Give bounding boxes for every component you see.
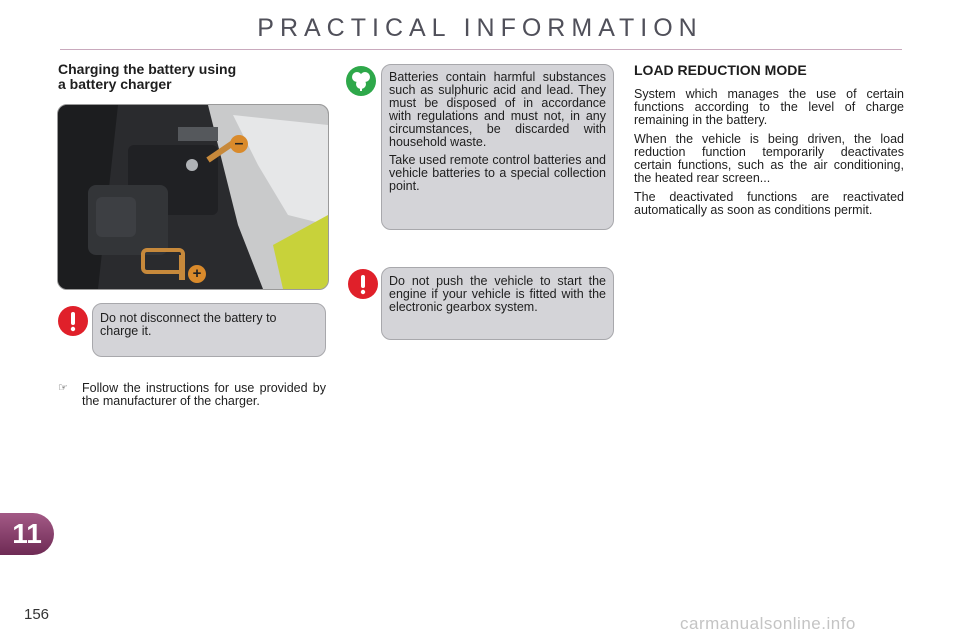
- environment-paragraph-1: Batteries contain harmful substances such as sulphuric acid and lead. They must be disposed of in accordance with regulations and must not, in any circumstances, be discarded with household waste.: [389, 70, 606, 149]
- battery-illustration: [58, 105, 328, 289]
- section-title-load-reduction: LOAD REDUCTION MODE: [634, 62, 807, 78]
- page-header-title: PRACTICAL INFORMATION: [257, 14, 703, 42]
- bullet-follow-instructions: [58, 382, 326, 408]
- load-reduction-paragraph-2: When the vehicle is being driven, the load reduction function temporarily deactivates certain functions, such as the air conditioning, the heated rear screen...: [634, 132, 904, 185]
- plus-terminal-marker: +: [188, 265, 206, 283]
- section-title-line-1: Charging the battery using: [58, 61, 237, 77]
- pointing-hand-icon: ☞: [58, 382, 68, 394]
- environment-box: [381, 64, 614, 230]
- exclamation-icon: [58, 306, 88, 336]
- load-reduction-paragraph-1: System which manages the use of certain functions according to the level of charge remaining in the battery.: [634, 87, 904, 127]
- warning-box-disconnect: [92, 303, 326, 357]
- section-title-charging: [58, 62, 236, 92]
- warning-text-push-start: Do not push the vehicle to start the engine if your vehicle is fitted with the electronic gearbox system.: [389, 274, 606, 314]
- bullet-text: Follow the instructions for use provided by the manufacturer of the charger.: [82, 381, 326, 408]
- battery-photo: [57, 104, 329, 290]
- exclamation-icon: [348, 269, 378, 299]
- minus-terminal-marker: –: [230, 135, 248, 153]
- warning-text-disconnect: Do not disconnect the battery to charge it.: [100, 311, 277, 338]
- header-divider: [60, 49, 902, 50]
- section-title-line-2: a battery charger: [58, 76, 172, 92]
- environment-paragraph-2: Take used remote control batteries and vehicle batteries to a special collection point.: [389, 153, 606, 193]
- warning-box-push-start: [381, 267, 614, 340]
- recycle-leaf-icon: [346, 66, 376, 96]
- load-reduction-paragraph-3: The deactivated functions are reactivated automatically as soon as conditions permit.: [634, 190, 904, 217]
- chapter-tab: 11: [0, 513, 54, 555]
- watermark: carmanualsonline.info: [680, 614, 856, 633]
- page-number: 156: [24, 606, 50, 623]
- load-reduction-body: [634, 88, 904, 223]
